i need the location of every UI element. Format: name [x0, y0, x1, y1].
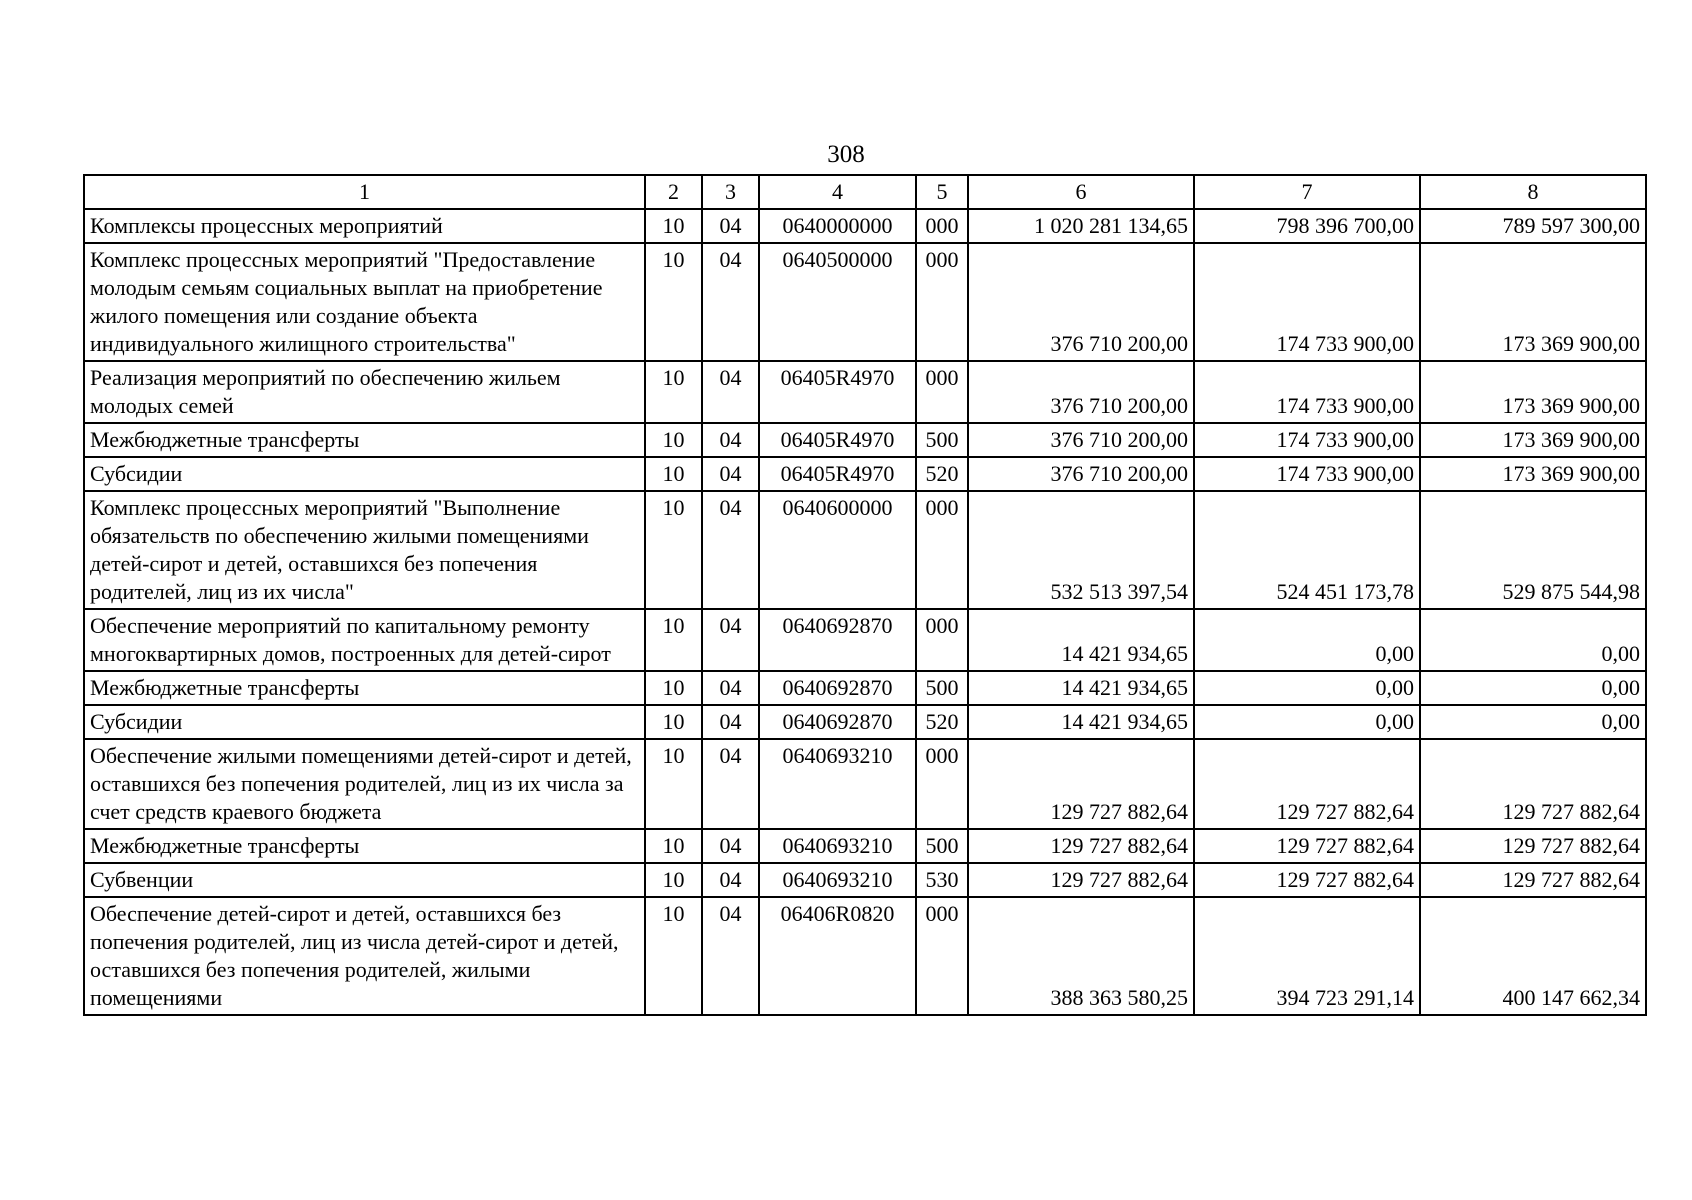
subsection-cell: 04: [702, 423, 759, 457]
table-row: [84, 209, 1646, 243]
amount-col7-cell: 394 723 291,14: [1194, 897, 1420, 1015]
amount-col8-cell: 0,00: [1420, 705, 1646, 739]
target-article-cell: 06405R4970: [759, 361, 916, 423]
amount-col6-cell: 14 421 934,65: [968, 609, 1194, 671]
subsection-cell: 04: [702, 705, 759, 739]
section-cell: 10: [645, 361, 702, 423]
table-row: [84, 609, 1646, 671]
subsection-cell: 04: [702, 361, 759, 423]
amount-col8-cell: 129 727 882,64: [1420, 829, 1646, 863]
amount-col6-cell: 376 710 200,00: [968, 243, 1194, 361]
amount-col6-cell: 388 363 580,25: [968, 897, 1194, 1015]
amount-col8-cell: 529 875 544,98: [1420, 491, 1646, 609]
row-name-cell: Реализация мероприятий по обеспечению жильем молодых семей: [84, 361, 645, 423]
subsection-cell: 04: [702, 739, 759, 829]
target-article-cell: 06405R4970: [759, 423, 916, 457]
budget-table: [83, 174, 1647, 1016]
amount-col7-cell: 174 733 900,00: [1194, 457, 1420, 491]
row-name-cell: Комплекс процессных мероприятий "Выполнение обязательств по обеспечению жилыми помещениями детей-сирот и детей, оставшихся без попечения родителей, лиц из их числа": [84, 491, 645, 609]
amount-col7-cell: 0,00: [1194, 705, 1420, 739]
target-article-cell: 0640692870: [759, 705, 916, 739]
subsection-cell: 04: [702, 209, 759, 243]
subsection-cell: 04: [702, 243, 759, 361]
amount-col6-cell: 1 020 281 134,65: [968, 209, 1194, 243]
amount-col7-cell: 174 733 900,00: [1194, 361, 1420, 423]
target-article-cell: 0640000000: [759, 209, 916, 243]
expense-type-cell: 000: [916, 739, 968, 829]
expense-type-cell: 000: [916, 209, 968, 243]
subsection-cell: 04: [702, 609, 759, 671]
target-article-cell: 0640500000: [759, 243, 916, 361]
subsection-cell: 04: [702, 829, 759, 863]
subsection-cell: 04: [702, 897, 759, 1015]
expense-type-cell: 000: [916, 243, 968, 361]
amount-col8-cell: 173 369 900,00: [1420, 243, 1646, 361]
amount-col8-cell: 129 727 882,64: [1420, 739, 1646, 829]
amount-col8-cell: 0,00: [1420, 671, 1646, 705]
amount-col7-cell: 0,00: [1194, 671, 1420, 705]
header-row: [84, 175, 1646, 209]
section-cell: 10: [645, 829, 702, 863]
table-row: [84, 671, 1646, 705]
column-header: 2: [645, 175, 702, 209]
section-cell: 10: [645, 423, 702, 457]
amount-col8-cell: 173 369 900,00: [1420, 423, 1646, 457]
target-article-cell: 0640693210: [759, 829, 916, 863]
table-row: [84, 423, 1646, 457]
expense-type-cell: 000: [916, 897, 968, 1015]
amount-col6-cell: 532 513 397,54: [968, 491, 1194, 609]
table-row: [84, 829, 1646, 863]
amount-col6-cell: 129 727 882,64: [968, 863, 1194, 897]
table-row: [84, 863, 1646, 897]
expense-type-cell: 500: [916, 423, 968, 457]
amount-col6-cell: 376 710 200,00: [968, 457, 1194, 491]
table-row: [84, 491, 1646, 609]
expense-type-cell: 520: [916, 457, 968, 491]
target-article-cell: 0640600000: [759, 491, 916, 609]
amount-col8-cell: 129 727 882,64: [1420, 863, 1646, 897]
row-name-cell: Комплекс процессных мероприятий "Предоставление молодым семьям социальных выплат на приобретение жилого помещения или создание объекта индивидуального жилищного строительства": [84, 243, 645, 361]
target-article-cell: 06405R4970: [759, 457, 916, 491]
target-article-cell: 0640693210: [759, 739, 916, 829]
row-name-cell: Межбюджетные трансферты: [84, 423, 645, 457]
section-cell: 10: [645, 671, 702, 705]
row-name-cell: Субсидии: [84, 457, 645, 491]
page-number: 308: [827, 141, 865, 168]
expense-type-cell: 000: [916, 361, 968, 423]
row-name-cell: Комплексы процессных мероприятий: [84, 209, 645, 243]
target-article-cell: 0640692870: [759, 671, 916, 705]
amount-col8-cell: 400 147 662,34: [1420, 897, 1646, 1015]
section-cell: 10: [645, 609, 702, 671]
amount-col6-cell: 129 727 882,64: [968, 739, 1194, 829]
amount-col7-cell: 129 727 882,64: [1194, 739, 1420, 829]
section-cell: 10: [645, 897, 702, 1015]
section-cell: 10: [645, 209, 702, 243]
expense-type-cell: 500: [916, 671, 968, 705]
row-name-cell: Межбюджетные трансферты: [84, 671, 645, 705]
row-name-cell: Субвенции: [84, 863, 645, 897]
amount-col6-cell: 14 421 934,65: [968, 705, 1194, 739]
amount-col7-cell: 0,00: [1194, 609, 1420, 671]
target-article-cell: 06406R0820: [759, 897, 916, 1015]
section-cell: 10: [645, 243, 702, 361]
row-name-cell: Обеспечение жилыми помещениями детей-сирот и детей, оставшихся без попечения родителей, лиц из их числа за счет средств краевого бюджета: [84, 739, 645, 829]
table-row: [84, 897, 1646, 1015]
subsection-cell: 04: [702, 863, 759, 897]
row-name-cell: Межбюджетные трансферты: [84, 829, 645, 863]
amount-col8-cell: 789 597 300,00: [1420, 209, 1646, 243]
column-header: 4: [759, 175, 916, 209]
amount-col7-cell: 524 451 173,78: [1194, 491, 1420, 609]
table-body: [84, 209, 1646, 1015]
table-row: [84, 361, 1646, 423]
column-header: 7: [1194, 175, 1420, 209]
amount-col7-cell: 174 733 900,00: [1194, 423, 1420, 457]
amount-col7-cell: 174 733 900,00: [1194, 243, 1420, 361]
amount-col6-cell: 376 710 200,00: [968, 361, 1194, 423]
target-article-cell: 0640693210: [759, 863, 916, 897]
amount-col8-cell: 173 369 900,00: [1420, 361, 1646, 423]
table-row: [84, 705, 1646, 739]
section-cell: 10: [645, 739, 702, 829]
section-cell: 10: [645, 457, 702, 491]
row-name-cell: Субсидии: [84, 705, 645, 739]
row-name-cell: Обеспечение детей-сирот и детей, оставшихся без попечения родителей, лиц из числа детей-сирот и детей, оставшихся без попечения родителей, жилыми помещениями: [84, 897, 645, 1015]
column-header: 1: [84, 175, 645, 209]
amount-col7-cell: 798 396 700,00: [1194, 209, 1420, 243]
column-header: 5: [916, 175, 968, 209]
subsection-cell: 04: [702, 671, 759, 705]
amount-col6-cell: 376 710 200,00: [968, 423, 1194, 457]
section-cell: 10: [645, 863, 702, 897]
amount-col6-cell: 14 421 934,65: [968, 671, 1194, 705]
section-cell: 10: [645, 491, 702, 609]
amount-col7-cell: 129 727 882,64: [1194, 863, 1420, 897]
target-article-cell: 0640692870: [759, 609, 916, 671]
amount-col6-cell: 129 727 882,64: [968, 829, 1194, 863]
expense-type-cell: 500: [916, 829, 968, 863]
amount-col8-cell: 0,00: [1420, 609, 1646, 671]
expense-type-cell: 530: [916, 863, 968, 897]
amount-col8-cell: 173 369 900,00: [1420, 457, 1646, 491]
table-row: [84, 243, 1646, 361]
expense-type-cell: 520: [916, 705, 968, 739]
row-name-cell: Обеспечение мероприятий по капитальному ремонту многоквартирных домов, построенных для детей-сирот: [84, 609, 645, 671]
column-header: 3: [702, 175, 759, 209]
subsection-cell: 04: [702, 457, 759, 491]
column-header: 8: [1420, 175, 1646, 209]
table-row: [84, 457, 1646, 491]
expense-type-cell: 000: [916, 491, 968, 609]
expense-type-cell: 000: [916, 609, 968, 671]
section-cell: 10: [645, 705, 702, 739]
subsection-cell: 04: [702, 491, 759, 609]
column-header: 6: [968, 175, 1194, 209]
table-row: [84, 739, 1646, 829]
amount-col7-cell: 129 727 882,64: [1194, 829, 1420, 863]
